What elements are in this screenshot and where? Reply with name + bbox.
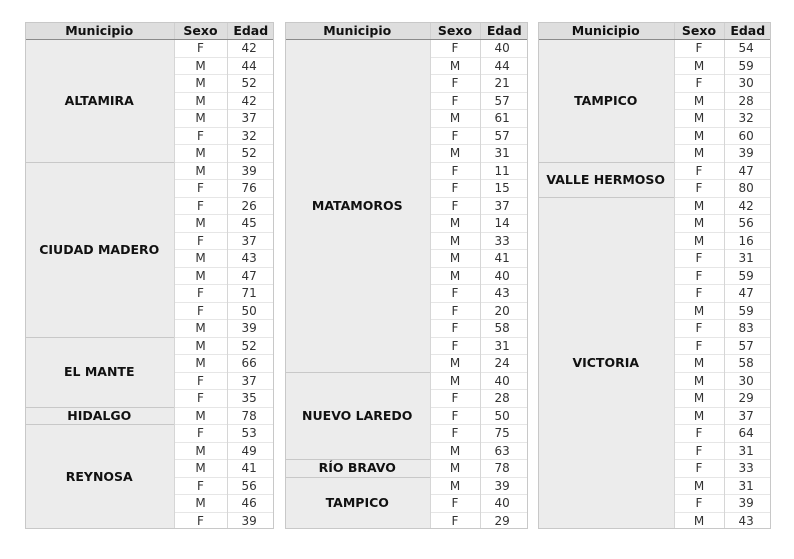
sexo-cell: F — [674, 320, 724, 338]
edad-cell: 42 — [724, 197, 771, 215]
edad-cell: 45 — [227, 215, 274, 233]
sexo-cell: M — [174, 162, 227, 180]
sexo-cell: F — [430, 390, 480, 408]
table-row — [25, 425, 274, 443]
sexo-cell: M — [174, 215, 227, 233]
edad-cell: 52 — [227, 145, 274, 163]
sexo-cell: F — [430, 92, 480, 110]
sexo-cell: F — [674, 337, 724, 355]
sexo-cell: M — [674, 197, 724, 215]
edad-cell: 47 — [724, 162, 771, 180]
edad-cell: 60 — [724, 127, 771, 145]
sexo-cell: F — [174, 302, 227, 320]
edad-cell: 31 — [724, 477, 771, 495]
edad-cell: 33 — [480, 232, 528, 250]
edad-cell: 43 — [480, 285, 528, 303]
edad-cell: 57 — [480, 127, 528, 145]
header-row — [285, 22, 528, 40]
edad-cell: 31 — [724, 442, 771, 460]
data-table-3 — [538, 22, 771, 529]
municipio-cell: TAMPICO — [538, 40, 674, 163]
edad-cell: 78 — [227, 407, 274, 425]
sexo-cell: M — [674, 302, 724, 320]
municipio-cell: CIUDAD MADERO — [25, 162, 174, 337]
header-sexo: Sexo — [430, 22, 480, 40]
sexo-cell: M — [430, 110, 480, 128]
edad-cell: 32 — [227, 127, 274, 145]
edad-cell: 31 — [480, 337, 528, 355]
edad-cell: 30 — [724, 75, 771, 93]
edad-cell: 21 — [480, 75, 528, 93]
edad-cell: 56 — [227, 477, 274, 495]
edad-cell: 40 — [480, 372, 528, 390]
edad-cell: 30 — [724, 372, 771, 390]
sexo-cell: M — [174, 460, 227, 478]
header-edad: Edad — [227, 22, 274, 40]
edad-cell: 54 — [724, 40, 771, 58]
edad-cell: 41 — [227, 460, 274, 478]
sexo-cell: F — [674, 40, 724, 58]
sexo-cell: M — [174, 267, 227, 285]
sexo-cell: F — [674, 267, 724, 285]
sexo-cell: M — [674, 477, 724, 495]
edad-cell: 61 — [480, 110, 528, 128]
edad-cell: 46 — [227, 495, 274, 513]
sexo-cell: F — [174, 477, 227, 495]
edad-cell: 37 — [227, 110, 274, 128]
sexo-cell: F — [674, 460, 724, 478]
table-row — [25, 337, 274, 355]
edad-cell: 47 — [724, 285, 771, 303]
edad-cell: 39 — [227, 320, 274, 338]
edad-cell: 29 — [724, 390, 771, 408]
edad-cell: 57 — [480, 92, 528, 110]
table-row — [538, 162, 771, 180]
table-row — [25, 162, 274, 180]
sexo-cell: F — [174, 372, 227, 390]
sexo-cell: M — [674, 390, 724, 408]
sexo-cell: M — [674, 145, 724, 163]
header-sexo: Sexo — [674, 22, 724, 40]
edad-cell: 52 — [227, 75, 274, 93]
sexo-cell: F — [430, 162, 480, 180]
header-edad: Edad — [724, 22, 771, 40]
edad-cell: 59 — [724, 57, 771, 75]
edad-cell: 37 — [480, 197, 528, 215]
sexo-cell: F — [674, 285, 724, 303]
sexo-cell: M — [174, 495, 227, 513]
table-row — [285, 372, 528, 390]
edad-cell: 39 — [724, 495, 771, 513]
sexo-cell: M — [174, 407, 227, 425]
sexo-cell: M — [174, 110, 227, 128]
sexo-cell: M — [674, 232, 724, 250]
sexo-cell: F — [174, 390, 227, 408]
edad-cell: 29 — [480, 512, 528, 529]
edad-cell: 59 — [724, 302, 771, 320]
sexo-cell: F — [430, 425, 480, 443]
municipio-cell: REYNOSA — [25, 425, 174, 530]
sexo-cell: M — [674, 92, 724, 110]
edad-cell: 28 — [724, 92, 771, 110]
edad-cell: 31 — [480, 145, 528, 163]
sexo-cell: F — [430, 337, 480, 355]
municipio-cell: VICTORIA — [538, 197, 674, 529]
municipio-cell: ALTAMIRA — [25, 40, 174, 163]
sexo-cell: F — [430, 180, 480, 198]
sexo-cell: F — [430, 197, 480, 215]
sexo-cell: M — [174, 92, 227, 110]
edad-cell: 40 — [480, 495, 528, 513]
sexo-cell: M — [174, 337, 227, 355]
edad-cell: 14 — [480, 215, 528, 233]
sexo-cell: M — [430, 355, 480, 373]
municipio-cell: EL MANTE — [25, 337, 174, 407]
edad-cell: 40 — [480, 267, 528, 285]
edad-cell: 43 — [227, 250, 274, 268]
sexo-cell: M — [430, 477, 480, 495]
edad-cell: 40 — [480, 40, 528, 58]
municipio-cell: VALLE HERMOSO — [538, 162, 674, 197]
edad-cell: 39 — [724, 145, 771, 163]
table-row — [538, 40, 771, 58]
sexo-cell: F — [430, 407, 480, 425]
edad-cell: 39 — [227, 512, 274, 529]
sexo-cell: M — [174, 57, 227, 75]
edad-cell: 11 — [480, 162, 528, 180]
municipio-cell: MATAMOROS — [285, 40, 430, 373]
edad-cell: 58 — [480, 320, 528, 338]
sexo-cell: M — [430, 57, 480, 75]
sexo-cell: M — [674, 127, 724, 145]
edad-cell: 49 — [227, 442, 274, 460]
edad-cell: 59 — [724, 267, 771, 285]
sexo-cell: F — [430, 127, 480, 145]
edad-cell: 43 — [724, 512, 771, 529]
sexo-cell: F — [174, 232, 227, 250]
edad-cell: 52 — [227, 337, 274, 355]
municipio-cell: NUEVO LAREDO — [285, 372, 430, 460]
table-row — [538, 197, 771, 215]
edad-cell: 37 — [227, 372, 274, 390]
edad-cell: 66 — [227, 355, 274, 373]
sexo-cell: F — [430, 495, 480, 513]
sexo-cell: M — [674, 215, 724, 233]
sexo-cell: F — [674, 75, 724, 93]
edad-cell: 42 — [227, 92, 274, 110]
header-row — [25, 22, 274, 40]
edad-cell: 64 — [724, 425, 771, 443]
sexo-cell: M — [674, 372, 724, 390]
table-row — [25, 40, 274, 58]
edad-cell: 26 — [227, 197, 274, 215]
sexo-cell: M — [174, 355, 227, 373]
sexo-cell: M — [174, 75, 227, 93]
edad-cell: 57 — [724, 337, 771, 355]
header-municipio: Municipio — [25, 22, 174, 40]
edad-cell: 20 — [480, 302, 528, 320]
sexo-cell: M — [674, 355, 724, 373]
edad-cell: 35 — [227, 390, 274, 408]
edad-cell: 39 — [227, 162, 274, 180]
edad-cell: 39 — [480, 477, 528, 495]
edad-cell: 32 — [724, 110, 771, 128]
sexo-cell: M — [430, 215, 480, 233]
sexo-cell: M — [430, 145, 480, 163]
sexo-cell: F — [174, 127, 227, 145]
sexo-cell: F — [674, 162, 724, 180]
edad-cell: 83 — [724, 320, 771, 338]
edad-cell: 33 — [724, 460, 771, 478]
sexo-cell: M — [674, 110, 724, 128]
header-sexo: Sexo — [174, 22, 227, 40]
sexo-cell: M — [674, 512, 724, 529]
sexo-cell: F — [174, 425, 227, 443]
sexo-cell: F — [674, 425, 724, 443]
sexo-cell: M — [430, 267, 480, 285]
table-row — [285, 477, 528, 495]
edad-cell: 75 — [480, 425, 528, 443]
edad-cell: 42 — [227, 40, 274, 58]
edad-cell: 15 — [480, 180, 528, 198]
sexo-cell: F — [674, 250, 724, 268]
edad-cell: 50 — [480, 407, 528, 425]
sexo-cell: M — [174, 250, 227, 268]
sexo-cell: F — [430, 40, 480, 58]
sexo-cell: F — [430, 285, 480, 303]
sexo-cell: M — [430, 442, 480, 460]
edad-cell: 63 — [480, 442, 528, 460]
edad-cell: 41 — [480, 250, 528, 268]
sexo-cell: F — [674, 495, 724, 513]
edad-cell: 37 — [724, 407, 771, 425]
sexo-cell: M — [430, 232, 480, 250]
sexo-cell: M — [430, 372, 480, 390]
sexo-cell: M — [430, 250, 480, 268]
edad-cell: 56 — [724, 215, 771, 233]
edad-cell: 71 — [227, 285, 274, 303]
municipio-cell: TAMPICO — [285, 477, 430, 529]
edad-cell: 47 — [227, 267, 274, 285]
edad-cell: 24 — [480, 355, 528, 373]
edad-cell: 28 — [480, 390, 528, 408]
municipio-cell: HIDALGO — [25, 407, 174, 425]
edad-cell: 16 — [724, 232, 771, 250]
sexo-cell: F — [674, 442, 724, 460]
edad-cell: 37 — [227, 232, 274, 250]
edad-cell: 80 — [724, 180, 771, 198]
sexo-cell: F — [430, 75, 480, 93]
sexo-cell: F — [430, 512, 480, 529]
edad-cell: 78 — [480, 460, 528, 478]
sexo-cell: M — [174, 145, 227, 163]
sexo-cell: M — [674, 407, 724, 425]
sexo-cell: F — [174, 40, 227, 58]
edad-cell: 58 — [724, 355, 771, 373]
edad-cell: 50 — [227, 302, 274, 320]
table-row — [285, 460, 528, 478]
edad-cell: 53 — [227, 425, 274, 443]
sexo-cell: F — [430, 302, 480, 320]
table-row — [285, 40, 528, 58]
sexo-cell: M — [174, 442, 227, 460]
header-municipio: Municipio — [538, 22, 674, 40]
table-row — [25, 407, 274, 425]
header-edad: Edad — [480, 22, 528, 40]
header-row — [538, 22, 771, 40]
edad-cell: 44 — [227, 57, 274, 75]
sexo-cell: F — [174, 512, 227, 529]
data-table-1 — [25, 22, 274, 529]
edad-cell: 44 — [480, 57, 528, 75]
sexo-cell: F — [174, 197, 227, 215]
sexo-cell: M — [430, 460, 480, 478]
sexo-cell: F — [674, 180, 724, 198]
data-table-2 — [285, 22, 528, 529]
edad-cell: 76 — [227, 180, 274, 198]
sexo-cell: F — [174, 285, 227, 303]
sexo-cell: F — [430, 320, 480, 338]
header-municipio: Municipio — [285, 22, 430, 40]
sexo-cell: M — [174, 320, 227, 338]
sexo-cell: F — [174, 180, 227, 198]
sexo-cell: M — [674, 57, 724, 75]
municipio-cell: RÍO BRAVO — [285, 460, 430, 478]
edad-cell: 31 — [724, 250, 771, 268]
